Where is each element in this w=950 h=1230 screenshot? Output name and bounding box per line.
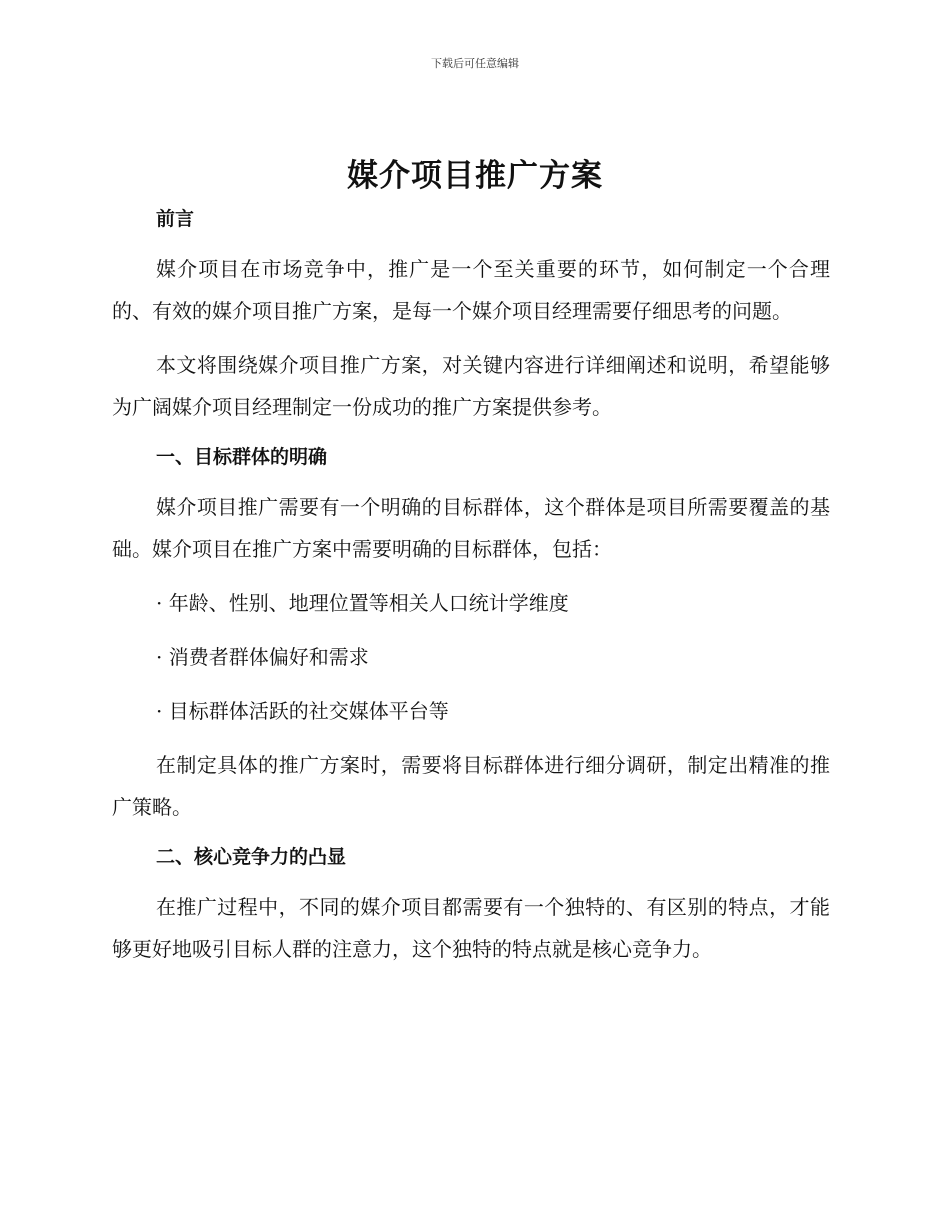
paragraph: 媒介项目推广需要有一个明确的目标群体，这个群体是项目所需要覆盖的基础。媒介项目在推广方案中需要明确的目标群体，包括： xyxy=(112,495,830,561)
bullet-item: · 消费者群体偏好和需求 xyxy=(156,645,369,669)
section-heading-preface: 前言 xyxy=(156,208,195,230)
section-heading-target-group: 一、目标群体的明确 xyxy=(156,446,328,468)
page-header-note: 下载后可任意编辑 xyxy=(431,57,519,70)
paragraph: 在制定具体的推广方案时，需要将目标群体进行细分调研，制定出精准的推广策略。 xyxy=(112,753,830,819)
paragraph: 媒介项目在市场竞争中，推广是一个至关重要的环节，如何制定一个合理的、有效的媒介项目推广方案，是每一个媒介项目经理需要仔细思考的问题。 xyxy=(112,257,830,323)
document-body xyxy=(112,204,830,970)
document-title: 媒介项目推广方案 xyxy=(347,158,603,194)
bullet-item: · 年龄、性别、地理位置等相关人口统计学维度 xyxy=(156,591,569,615)
paragraph: 在推广过程中，不同的媒介项目都需要有一个独特的、有区别的特点，才能够更好地吸引目标人群的注意力，这个独特的特点就是核心竞争力。 xyxy=(112,895,830,961)
bullet-item: · 目标群体活跃的社交媒体平台等 xyxy=(156,699,449,723)
paragraph: 本文将围绕媒介项目推广方案，对关键内容进行详细阐述和说明，希望能够为广阔媒介项目经理制定一份成功的推广方案提供参考。 xyxy=(112,353,830,419)
section-heading-core-competitiveness: 二、核心竞争力的凸显 xyxy=(156,846,347,868)
